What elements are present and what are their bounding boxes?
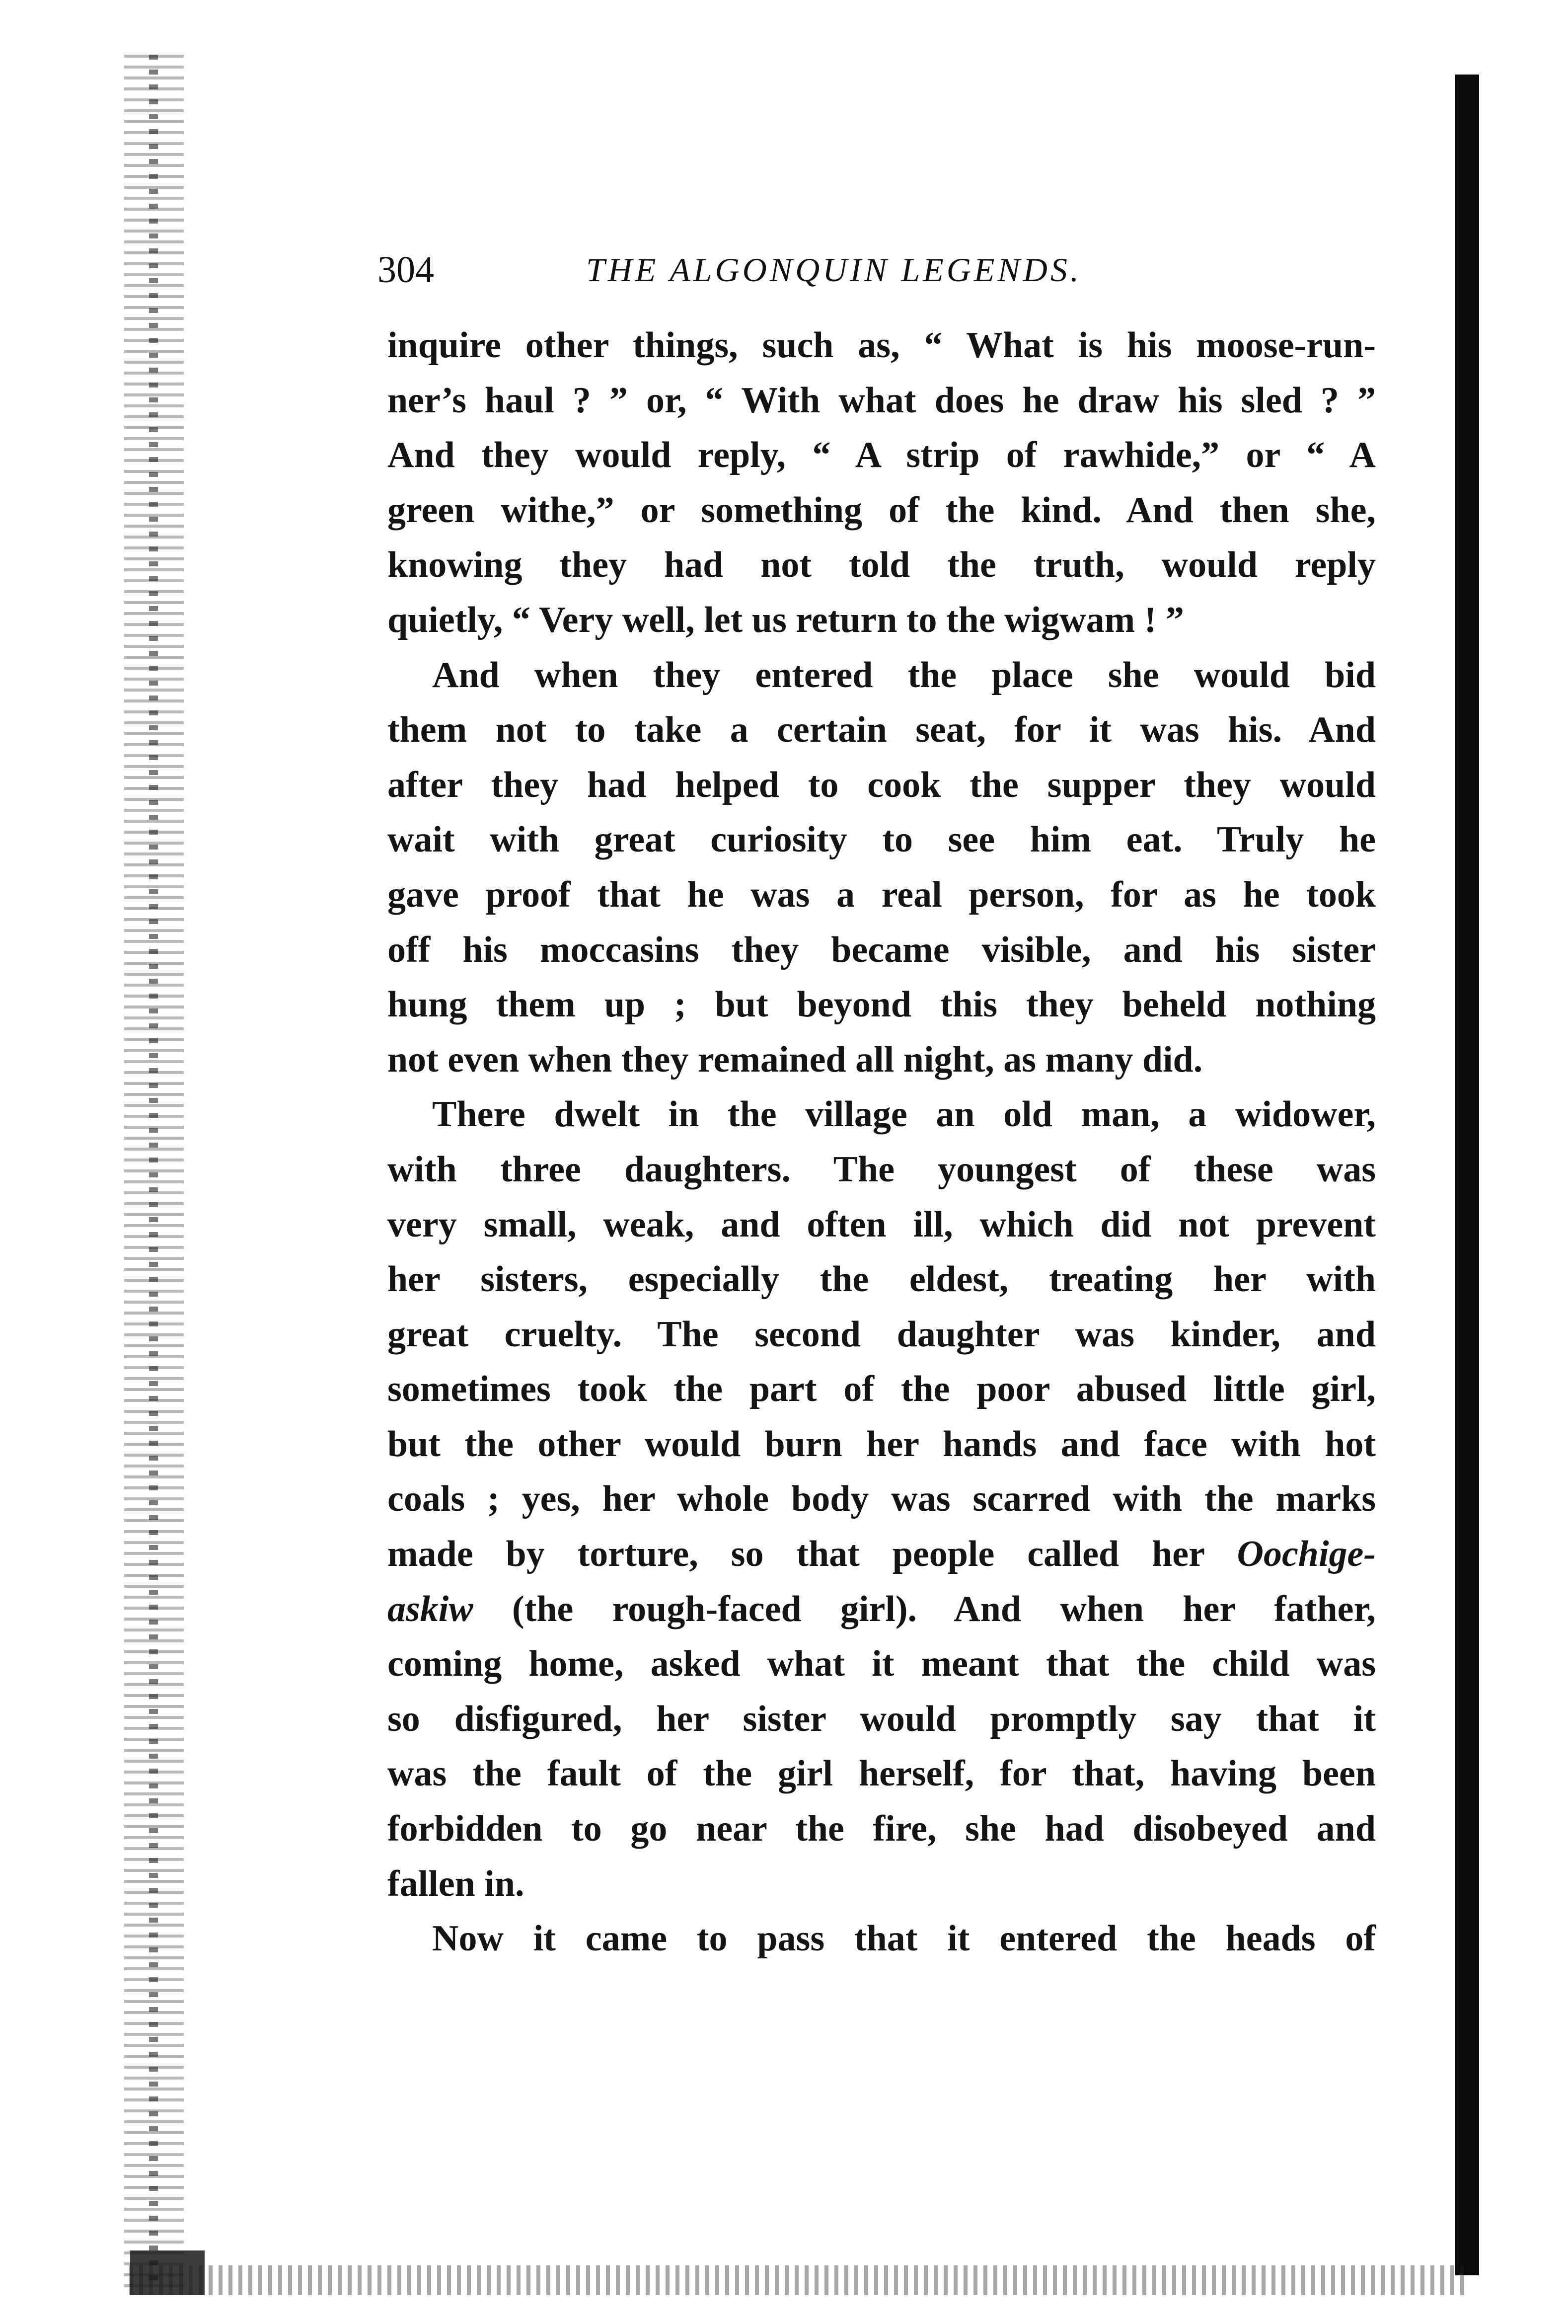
text-line: not even when they remained all night, as many did. [387, 1039, 1203, 1080]
text-line: her sisters, especially the eldest, treating her with [387, 1259, 1376, 1300]
text-line: There dwelt in the village an old man, a widower, [432, 1094, 1376, 1135]
italic-word: Oochige- [1237, 1534, 1376, 1575]
text-line: And they would reply, “ A strip of rawhide,” or “ A [387, 435, 1376, 476]
text-fragment: made by torture, so that people called her [387, 1534, 1237, 1575]
text-line: gave proof that he was a real person, for as he took [387, 874, 1376, 915]
page-number: 304 [377, 249, 434, 291]
body-text [387, 318, 1376, 1966]
text-line: fallen in. [387, 1863, 524, 1904]
binding-edge-artifact-inner [149, 55, 158, 2290]
text-line: with three daughters. The youngest of these was [387, 1149, 1376, 1190]
paragraph-4 [387, 1911, 1376, 1966]
text-fragment: (the rough-faced girl). And when her father, [473, 1588, 1376, 1629]
text-line: so disfigured, her sister would promptly say that it [387, 1698, 1376, 1739]
paragraph-3 [387, 1087, 1376, 1911]
running-head: THE ALGONQUIN LEGENDS. [586, 251, 1082, 289]
text-line: off his moccasins they became visible, and his sister [387, 929, 1376, 970]
text-line: sometimes took the part of the poor abused little girl, [387, 1369, 1376, 1410]
text-line: inquire other things, such as, “ What is his moose-run- [387, 325, 1376, 366]
italic-word: askiw [387, 1588, 473, 1629]
paragraph-1 [387, 318, 1376, 648]
text-line: hung them up ; but beyond this they beheld nothing [387, 984, 1376, 1025]
text-line: Now it came to pass that it entered the heads of [432, 1918, 1376, 1959]
text-line: very small, weak, and often ill, which did not prevent [387, 1204, 1376, 1245]
page-header [377, 242, 1371, 297]
text-line: but the other would burn her hands and face with hot [387, 1423, 1376, 1465]
text-line-italic-mix [387, 1527, 1376, 1582]
text-line: wait with great curiosity to see him eat. Truly he [387, 819, 1376, 860]
text-line: And when they entered the place she would bid [432, 654, 1376, 696]
paragraph-2 [387, 648, 1376, 1087]
text-line: after they had helped to cook the supper they would [387, 764, 1376, 805]
text-line: great cruelty. The second daughter was kinder, and [387, 1314, 1376, 1355]
text-line: ner’s haul ? ” or, “ With what does he draw his sled ? ” [387, 380, 1376, 421]
scan-bottom-artifact [129, 2265, 1470, 2295]
text-line: forbidden to go near the fire, she had disobeyed and [387, 1808, 1376, 1850]
text-line: coming home, asked what it meant that the child was [387, 1643, 1376, 1685]
text-line: was the fault of the girl herself, for that, having been [387, 1753, 1376, 1794]
text-line: coals ; yes, her whole body was scarred with the marks [387, 1478, 1376, 1520]
text-line: them not to take a certain seat, for it was his. And [387, 709, 1376, 751]
scan-edge-bar [1455, 75, 1479, 2275]
text-line: knowing they had not told the truth, would reply [387, 544, 1376, 586]
text-line: quietly, “ Very well, let us return to the wigwam ! ” [387, 599, 1184, 640]
text-line-italic-mix [387, 1582, 1376, 1637]
text-line: green withe,” or something of the kind. And then she, [387, 489, 1376, 531]
